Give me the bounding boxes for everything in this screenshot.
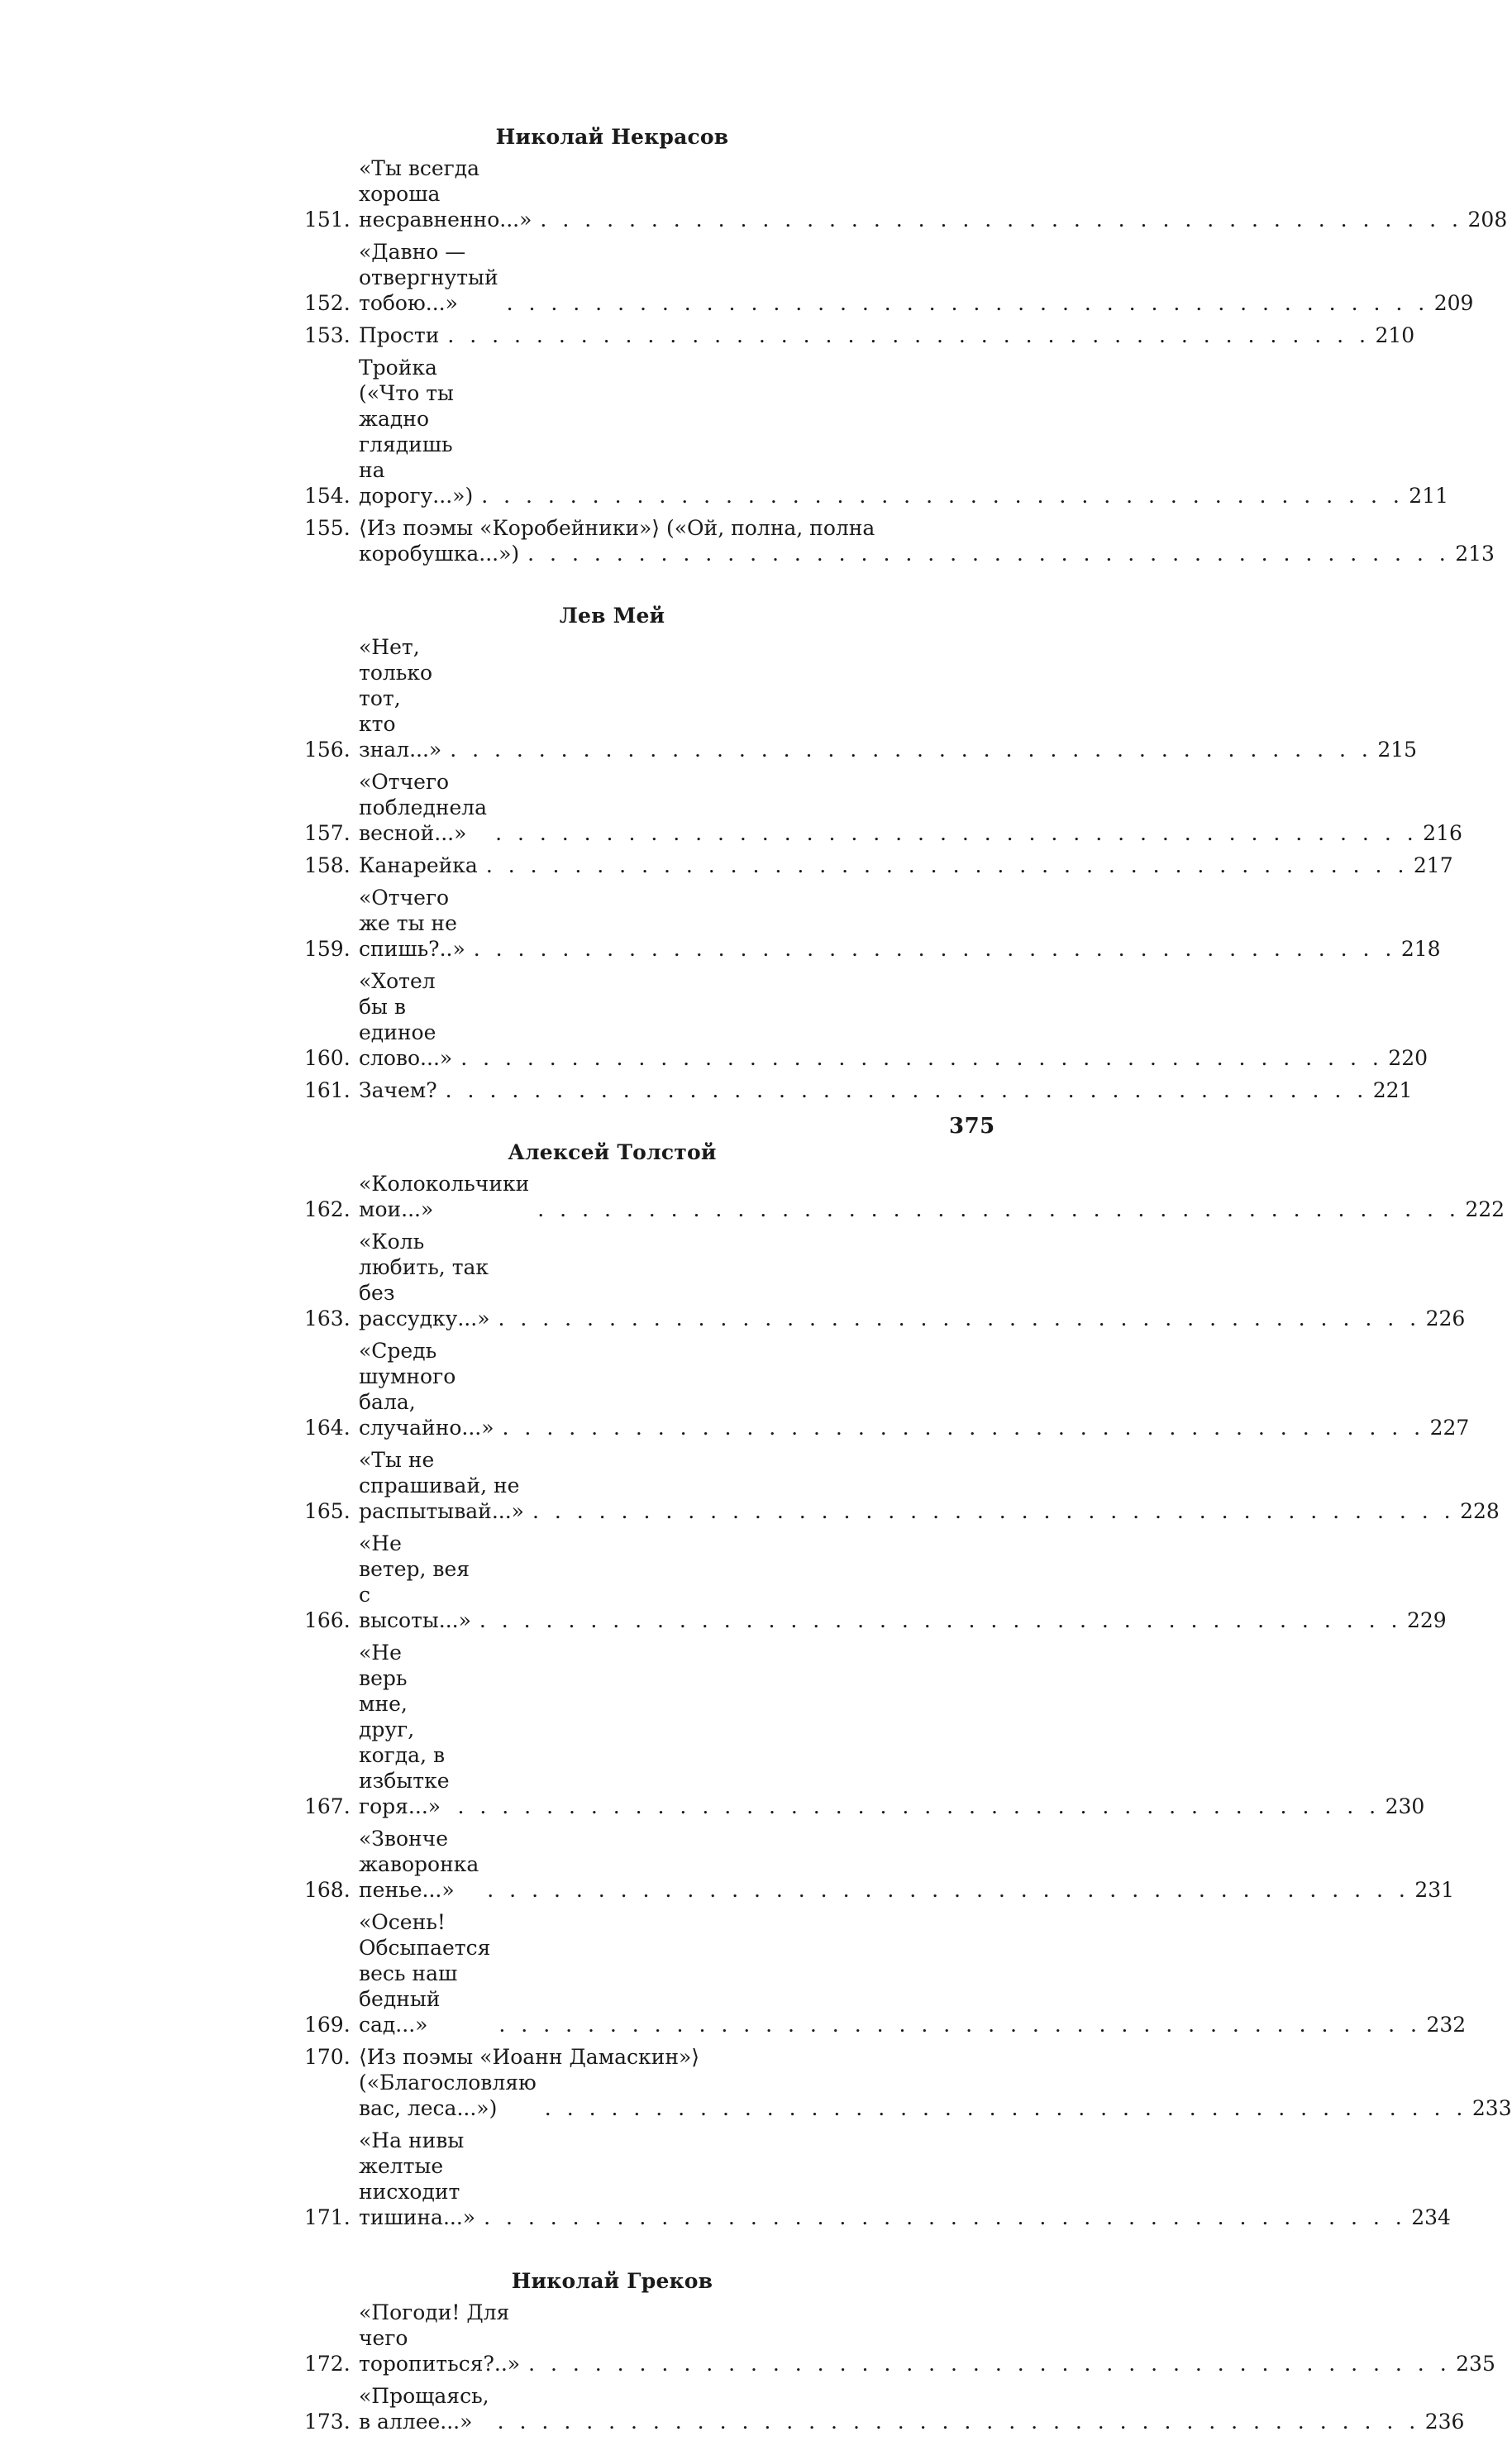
entry-title: «Осень! Обсыпается весь наш бедный сад...» (359, 1910, 491, 2037)
toc-entry (304, 239, 1474, 316)
dot-leader: . . . . . . . . . . . . . . . . . . . . . . . . . . . . . . . . . . . . . . . . . . (484, 2205, 1407, 2229)
entry-body (359, 322, 1415, 348)
entry-title: Прости (359, 323, 440, 347)
entry-body (359, 355, 1449, 509)
entry-number: 153. (304, 323, 351, 347)
toc-entry (304, 885, 1441, 962)
toc-section (304, 601, 1462, 1103)
toc-entry (304, 2128, 1451, 2230)
entry-number: 156. (304, 738, 351, 762)
entry-page-number: 208 (1467, 208, 1508, 232)
toc-entry (304, 1640, 1425, 1819)
dot-leader: . . . . . . . . . . . . . . . . . . . . . . . . . . . . . . . . . . . . . . . . . . (498, 2013, 1422, 2037)
dot-leader: . . . . . . . . . . . . . . . . . . . . . . . . . . . . . . . . . . . . . . . . . . (502, 1416, 1425, 1440)
entry-body (359, 1826, 1455, 1903)
entry-body (359, 1171, 1505, 1222)
entry-title: «Ты всегда хороша несравненно...» (359, 156, 532, 232)
entry-title-first-line: ⟨Из поэмы «Коробейники»⟩ («Ой, полна, полна (359, 516, 875, 540)
dot-leader: . . . . . . . . . . . . . . . . . . . . . . . . . . . . . . . . . . . . . . . . . . (457, 1794, 1381, 1818)
entry-body (359, 1447, 1500, 1524)
dot-leader: . . . . . . . . . . . . . . . . . . . . . . . . . . . . . . . . . . . . . . . . . . (481, 484, 1405, 508)
dot-leader: . . . . . . . . . . . . . . . . . . . . . . . . . . . . . . . . . . . . . . . . . . (506, 291, 1429, 315)
entry-page-number: 222 (1465, 1197, 1505, 1221)
page-number: 375 (949, 1114, 995, 1139)
entry-title: «Отчего побледнела весной...» (359, 770, 488, 845)
entry-number: 170. (304, 2045, 351, 2069)
entry-number: 173. (304, 2410, 351, 2434)
entry-number: 171. (304, 2205, 351, 2229)
dot-leader: . . . . . . . . . . . . . . . . . . . . . . . . . . . . . . . . . . . . . . . . . . (495, 821, 1419, 845)
toc-entry (304, 1077, 1413, 1103)
entry-title: «Колокольчики мои...» (359, 1172, 530, 1221)
dot-leader: . . . . . . . . . . . . . . . . . . . . . . . . . . . . . . . . . . . . . . . . . . (540, 208, 1463, 232)
entry-title: «Звонче жаворонка пенье...» (359, 1827, 479, 1902)
entry-page-number: 218 (1400, 937, 1441, 961)
entry-number: 159. (304, 937, 351, 961)
entry-title: «Не ветер, вея с высоты...» (359, 1531, 471, 1632)
toc-entry (304, 769, 1462, 846)
entry-page-number: 216 (1423, 821, 1462, 845)
entry-page-number: 210 (1375, 323, 1415, 347)
author-heading: Лев Мей (559, 604, 665, 628)
toc-entry (304, 1229, 1466, 1331)
dot-leader: . . . . . . . . . . . . . . . . . . . . . . . . . . . . . . . . . . . . . . . . . . (498, 1306, 1421, 1330)
entry-number: 161. (304, 1078, 351, 1102)
entry-number: 154. (304, 484, 351, 508)
entry-number: 151. (304, 208, 351, 232)
dot-leader: . . . . . . . . . . . . . . . . . . . . . . . . . . . . . . . . . . . . . . . . . . (497, 2410, 1420, 2434)
entry-page-number: 234 (1411, 2205, 1451, 2229)
entry-page-number: 233 (1471, 2096, 1512, 2120)
entry-body (359, 239, 1474, 316)
entry-title: «Погоди! Для чего торопиться?..» (359, 2300, 521, 2376)
toc-entry (304, 355, 1449, 509)
dot-leader: . . . . . . . . . . . . . . . . . . . . . . . . . . . . . . . . . . . . . . . . . . (473, 937, 1396, 961)
entry-page-number: 230 (1385, 1794, 1425, 1818)
entry-body (359, 1640, 1425, 1819)
toc-entry (304, 155, 1508, 232)
entry-list (304, 2300, 1495, 2434)
author-heading: Алексей Толстой (508, 1140, 717, 1164)
entry-body (359, 634, 1418, 762)
toc-entry (304, 853, 1453, 878)
entry-page-number: 232 (1426, 2013, 1467, 2037)
toc-entry (304, 1826, 1455, 1903)
toc-entry (304, 634, 1418, 762)
entry-number: 172. (304, 2352, 351, 2376)
entry-number: 158. (304, 853, 351, 877)
entry-title: («Благословляю вас, леса...») (359, 2071, 537, 2120)
entry-body (359, 2128, 1451, 2230)
entry-body (359, 885, 1441, 962)
entry-page-number: 228 (1460, 1499, 1500, 1523)
entry-body (359, 968, 1429, 1071)
toc-entry (304, 2383, 1465, 2434)
entry-page-number: 217 (1413, 853, 1453, 877)
entry-body (359, 853, 1453, 878)
entry-number: 157. (304, 821, 351, 845)
entry-title: «На нивы желтые нисходит тишина...» (359, 2128, 476, 2229)
entry-title: коробушка...») (359, 542, 520, 566)
entry-title: «Коль любить, так без рассудку...» (359, 1230, 490, 1330)
entry-list (304, 1171, 1512, 2230)
entry-title: Тройка («Что ты жадно глядишь на дорогу...») (359, 356, 474, 508)
dot-leader: . . . . . . . . . . . . . . . . . . . . . . . . . . . . . . . . . . . . . . . . . . (532, 1499, 1456, 1523)
entry-page-number: 231 (1414, 1878, 1455, 1902)
entry-number: 168. (304, 1878, 351, 1902)
entry-number: 155. (304, 516, 351, 540)
entry-title: Канарейка (359, 853, 478, 877)
entry-title: Зачем? (359, 1078, 437, 1102)
entry-body (359, 1077, 1413, 1103)
author-heading: Николай Греков (511, 2269, 713, 2293)
toc-entry-multiline (304, 515, 1495, 566)
toc-entry (304, 1909, 1467, 2037)
entry-body (359, 2300, 1495, 2377)
dot-leader: . . . . . . . . . . . . . . . . . . . . . . . . . . . . . . . . . . . . . . . . . . (485, 853, 1409, 877)
toc-entry (304, 1171, 1505, 1222)
entry-page-number: 227 (1429, 1416, 1470, 1440)
dot-leader: . . . . . . . . . . . . . . . . . . . . . . . . . . . . . . . . . . . . . . . . . . (537, 1197, 1461, 1221)
dot-leader: . . . . . . . . . . . . . . . . . . . . . . . . . . . . . . . . . . . . . . . . . . (450, 738, 1373, 762)
toc-section (304, 1138, 1512, 2230)
entry-page-number: 211 (1409, 484, 1449, 508)
entry-page-number: 215 (1377, 738, 1418, 762)
entry-title: «Прощаясь, в аллее...» (359, 2384, 489, 2434)
entry-page-number: 209 (1433, 291, 1474, 315)
dot-leader: . . . . . . . . . . . . . . . . . . . . . . . . . . . . . . . . . . . . . . . . . . (528, 2352, 1452, 2376)
entry-title-first-line: ⟨Из поэмы «Иоанн Дамаскин»⟩ (359, 2045, 700, 2069)
entry-page-number: 221 (1372, 1078, 1413, 1102)
toc-entry-multiline (304, 2044, 1512, 2121)
entry-number: 165. (304, 1499, 351, 1523)
entry-page-number: 220 (1388, 1046, 1429, 1070)
entry-page-number: 226 (1425, 1306, 1466, 1330)
entry-page-number: 229 (1406, 1608, 1447, 1632)
toc-section (304, 2267, 1495, 2434)
entry-body (359, 1909, 1467, 2037)
entry-body (359, 2044, 1512, 2121)
dot-leader: . . . . . . . . . . . . . . . . . . . . . . . . . . . . . . . . . . . . . . . . . . (479, 1608, 1402, 1632)
entry-title: «Давно — отвергнутый тобою...» (359, 240, 498, 315)
dot-leader: . . . . . . . . . . . . . . . . . . . . . . . . . . . . . . . . . . . . . . . . . . (527, 542, 1451, 566)
entry-body (359, 515, 1495, 566)
dot-leader: . . . . . . . . . . . . . . . . . . . . . . . . . . . . . . . . . . . . . . . . . . (544, 2096, 1467, 2120)
entry-number: 162. (304, 1197, 351, 1221)
entry-page-number: 213 (1455, 542, 1495, 566)
entry-number: 167. (304, 1794, 351, 1818)
entry-body (359, 2383, 1465, 2434)
entry-title: «Не верь мне, друг, когда, в избытке горя...» (359, 1641, 450, 1818)
toc-entry (304, 968, 1429, 1071)
author-heading: Николай Некрасов (495, 125, 729, 149)
dot-leader: . . . . . . . . . . . . . . . . . . . . . . . . . . . . . . . . . . . . . . . . . . (487, 1878, 1410, 1902)
entry-number: 164. (304, 1416, 351, 1440)
entry-title: «Ты не спрашивай, не распытывай...» (359, 1448, 524, 1523)
dot-leader: . . . . . . . . . . . . . . . . . . . . . . . . . . . . . . . . . . . . . . . . . . (460, 1046, 1384, 1070)
entry-body (359, 155, 1508, 232)
toc-section (304, 122, 1508, 566)
entry-body (359, 1531, 1447, 1633)
entry-list (304, 155, 1508, 566)
toc-entry (304, 1338, 1470, 1440)
entry-number: 160. (304, 1046, 351, 1070)
entry-number: 166. (304, 1608, 351, 1632)
entry-number: 163. (304, 1306, 351, 1330)
entry-title: «Отчего же ты не спишь?..» (359, 886, 465, 961)
entry-body (359, 1338, 1470, 1440)
toc-entry (304, 322, 1415, 348)
entry-number: 152. (304, 291, 351, 315)
toc-entry (304, 1447, 1500, 1524)
dot-leader: . . . . . . . . . . . . . . . . . . . . . . . . . . . . . . . . . . . . . . . . . . (445, 1078, 1368, 1102)
entry-number: 169. (304, 2013, 351, 2037)
dot-leader: . . . . . . . . . . . . . . . . . . . . . . . . . . . . . . . . . . . . . . . . . . (447, 323, 1371, 347)
entry-body (359, 769, 1462, 846)
entry-body (359, 1229, 1466, 1331)
entry-title: «Хотел бы в единое слово...» (359, 969, 453, 1070)
entry-list (304, 634, 1462, 1103)
entry-page-number: 236 (1424, 2410, 1465, 2434)
toc-entry (304, 1531, 1447, 1633)
toc-entry (304, 2300, 1495, 2377)
entry-page-number: 235 (1456, 2352, 1495, 2376)
entry-title: «Нет, только тот, кто знал...» (359, 635, 442, 762)
entry-title: «Средь шумного бала, случайно...» (359, 1339, 494, 1440)
